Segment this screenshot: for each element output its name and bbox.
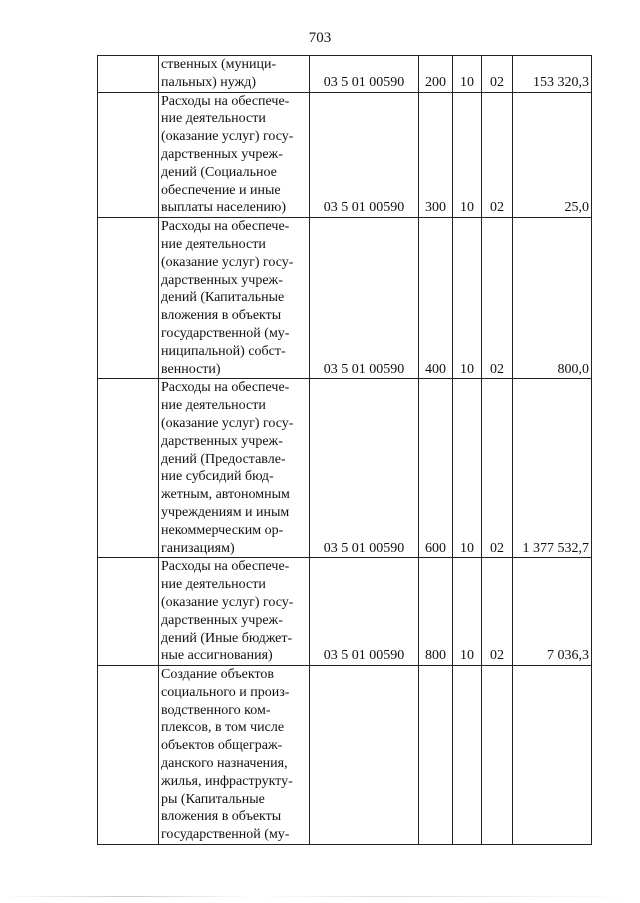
sum-cell (513, 666, 592, 845)
subsection-cell: 02 (482, 379, 513, 558)
row-description: Создание объектов социального и произ- водственного ком- плексов, в том числе объектов общеграж- данского назначения, жилья, инфраструкту- ры (Капитальные вложения в объекты государственной (му- (161, 667, 293, 843)
blank-cell (98, 558, 159, 666)
target-code-cell: 03 5 01 00590 (310, 92, 419, 218)
table-row (98, 379, 592, 558)
sum-cell: 7 036,3 (513, 558, 592, 666)
description-cell (159, 666, 310, 845)
row-description: Расходы на обеспече- ние деятельности (оказание услуг) госу- дарственных учреж- дений (Предоставле- ние субсидий бюд- жетным, автономным учреждениям и иным некоммерческим ор- ганизациям) (161, 380, 294, 556)
target-code-cell (310, 666, 419, 845)
target-code-cell: 03 5 01 00590 (310, 218, 419, 379)
description-cell (159, 92, 310, 218)
blank-cell (98, 56, 159, 93)
description-cell (159, 218, 310, 379)
table-row (98, 56, 592, 93)
description-cell (159, 379, 310, 558)
table-row (98, 92, 592, 218)
blank-cell (98, 218, 159, 379)
expense-type-cell: 800 (419, 558, 453, 666)
target-code-cell: 03 5 01 00590 (310, 56, 419, 93)
row-description: Расходы на обеспече- ние деятельности (оказание услуг) госу- дарственных учреж- дений (Капитальные вложения в объекты государственной (му- ниципальной) собст- венности) (161, 219, 294, 377)
sum-cell: 153 320,3 (513, 56, 592, 93)
subsection-cell: 02 (482, 92, 513, 218)
row-description: Расходы на обеспече- ние деятельности (оказание услуг) госу- дарственных учреж- дений (Социальное обеспечение и иные выплаты населению) (161, 93, 294, 216)
subsection-cell: 02 (482, 56, 513, 93)
expense-type-cell: 600 (419, 379, 453, 558)
row-description: ственных (муници- пальных) нужд) (161, 57, 277, 90)
section-cell: 10 (453, 56, 482, 93)
description-cell (159, 56, 310, 93)
page-number: 703 (308, 30, 332, 46)
sum-cell: 25,0 (513, 92, 592, 218)
sum-cell: 800,0 (513, 218, 592, 379)
subsection-cell (482, 666, 513, 845)
table-row (98, 666, 592, 845)
sum-cell: 1 377 532,7 (513, 379, 592, 558)
row-description: Расходы на обеспече- ние деятельности (оказание услуг) госу- дарственных учреж- дений (Иные бюджет- ные ассигнования) (161, 559, 294, 664)
subsection-cell: 02 (482, 218, 513, 379)
section-cell: 10 (453, 218, 482, 379)
target-code-cell: 03 5 01 00590 (310, 558, 419, 666)
table-row (98, 558, 592, 666)
section-cell: 10 (453, 379, 482, 558)
expense-type-cell: 400 (419, 218, 453, 379)
subsection-cell: 02 (482, 558, 513, 666)
expense-type-cell (419, 666, 453, 845)
description-cell (159, 558, 310, 666)
section-cell: 10 (453, 92, 482, 218)
blank-cell (98, 92, 159, 218)
section-cell: 10 (453, 558, 482, 666)
table-row (98, 218, 592, 379)
target-code-cell: 03 5 01 00590 (310, 379, 419, 558)
blank-cell (98, 666, 159, 845)
blank-cell (98, 379, 159, 558)
expense-type-cell: 300 (419, 92, 453, 218)
budget-table (97, 55, 592, 845)
scan-artifact-line (0, 896, 640, 897)
section-cell (453, 666, 482, 845)
expense-type-cell: 200 (419, 56, 453, 93)
